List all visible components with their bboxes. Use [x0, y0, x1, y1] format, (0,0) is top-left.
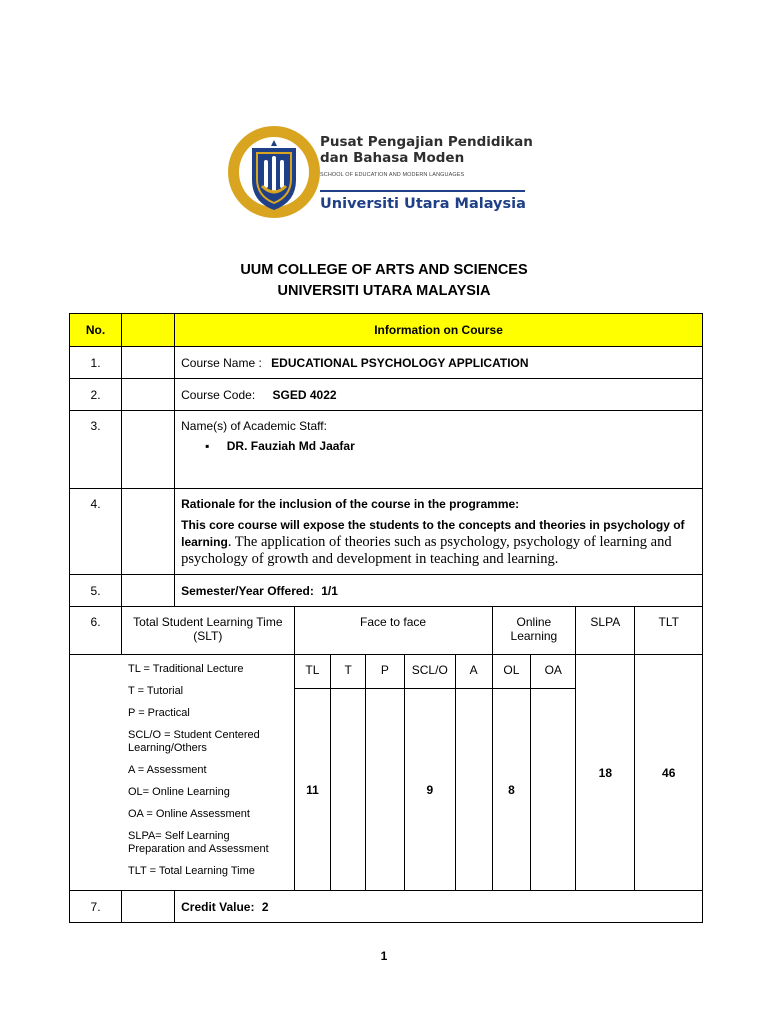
legend-item: SCL/O = Student Centered Learning/Others	[128, 729, 260, 754]
course-code-value: SGED 4022	[272, 387, 337, 402]
col-a-header: A	[455, 655, 492, 689]
ol-value: 8	[492, 689, 531, 891]
legend-item: SLPA= Self Learning Preparation and Assessment	[128, 830, 269, 855]
university-seal-logo	[226, 120, 326, 230]
university-name: Universiti Utara Malaysia	[320, 196, 526, 212]
row-number: 1.	[70, 347, 122, 379]
legend-item: P = Practical	[128, 707, 190, 719]
table-row	[70, 607, 703, 655]
table-row	[70, 891, 703, 923]
credit-value-label: Credit Value:	[181, 899, 255, 914]
bullet-icon: ▪	[205, 439, 210, 453]
table-row	[70, 655, 703, 689]
col-sclo-header: SCL/O	[404, 655, 455, 689]
col-tl-header: TL	[294, 655, 331, 689]
row-number: 7.	[70, 891, 122, 923]
table-row	[70, 575, 703, 607]
blank-header-cell	[122, 314, 175, 347]
legend-item: A = Assessment	[128, 764, 207, 776]
course-name-value: EDUCATIONAL PSYCHOLOGY APPLICATION	[271, 355, 529, 370]
school-name-line1: Pusat Pengajian Pendidikan	[320, 134, 533, 150]
table-header-row	[70, 314, 703, 347]
header-divider	[320, 190, 525, 192]
legend-item: TL = Traditional Lecture	[128, 663, 244, 675]
semester-value: 1/1	[321, 583, 338, 598]
rationale-text	[181, 517, 696, 568]
semester-label: Semester/Year Offered:	[181, 583, 314, 598]
t-value	[331, 689, 366, 891]
page-number: 1	[380, 949, 388, 963]
row-number: 4.	[70, 489, 122, 575]
row-number: 6.	[70, 607, 122, 655]
table-row	[70, 379, 703, 411]
rationale-label: Rationale for the inclusion of the course in the programme:	[181, 497, 520, 511]
course-information-table	[69, 313, 703, 923]
tl-value: 11	[294, 689, 331, 891]
a-value	[455, 689, 492, 891]
slpa-header: SLPA	[576, 607, 635, 655]
table-row	[70, 347, 703, 379]
table-row	[70, 411, 703, 489]
table-row	[70, 489, 703, 575]
row-number: 5.	[70, 575, 122, 607]
legend-item: OL= Online Learning	[128, 786, 230, 798]
p-value	[365, 689, 404, 891]
col-ol-header: OL	[492, 655, 531, 689]
col-no-header: No.	[70, 314, 122, 347]
row-number: 2.	[70, 379, 122, 411]
legend-item: T = Tutorial	[128, 685, 184, 697]
online-learning-header: Online Learning	[492, 607, 576, 655]
face-to-face-header: Face to face	[294, 607, 492, 655]
course-name-label: Course Name :	[181, 355, 262, 370]
col-oa-header: OA	[531, 655, 576, 689]
academic-staff-name: DR. Fauziah Md Jaafar	[226, 439, 355, 453]
document-title-line2: UNIVERSITI UTARA MALAYSIA	[277, 283, 491, 299]
slt-header: Total Student Learning Time (SLT)	[122, 607, 295, 655]
oa-value	[531, 689, 576, 891]
legend-item: TLT = Total Learning Time	[128, 865, 255, 877]
rationale-text-bold: This core course will expose the students to the concepts and theories in psychology of learning	[181, 518, 685, 549]
document-title-line1: UUM COLLEGE OF ARTS AND SCIENCES	[240, 262, 528, 278]
tlt-value: 46	[635, 655, 703, 891]
slpa-value: 18	[576, 655, 635, 891]
col-t-header: T	[331, 655, 366, 689]
course-code-label: Course Code:	[181, 387, 256, 402]
academic-staff-label: Name(s) of Academic Staff:	[181, 419, 327, 433]
row-number: 3.	[70, 411, 122, 489]
slt-legend	[70, 655, 295, 891]
school-name-line2: dan Bahasa Moden	[320, 150, 465, 166]
credit-value: 2	[261, 899, 269, 914]
rationale-text-rest: . The application of theories such as psychology, psychology of learning and psychology of growth and development in teaching and learning.	[181, 534, 672, 567]
legend-item: OA = Online Assessment	[128, 808, 250, 820]
school-name-english: SCHOOL OF EDUCATION AND MODERN LANGUAGES	[320, 172, 465, 178]
tlt-header: TLT	[635, 607, 703, 655]
col-info-header: Information on Course	[175, 314, 703, 347]
sclo-value: 9	[404, 689, 455, 891]
col-p-header: P	[365, 655, 404, 689]
institution-header	[226, 120, 536, 238]
